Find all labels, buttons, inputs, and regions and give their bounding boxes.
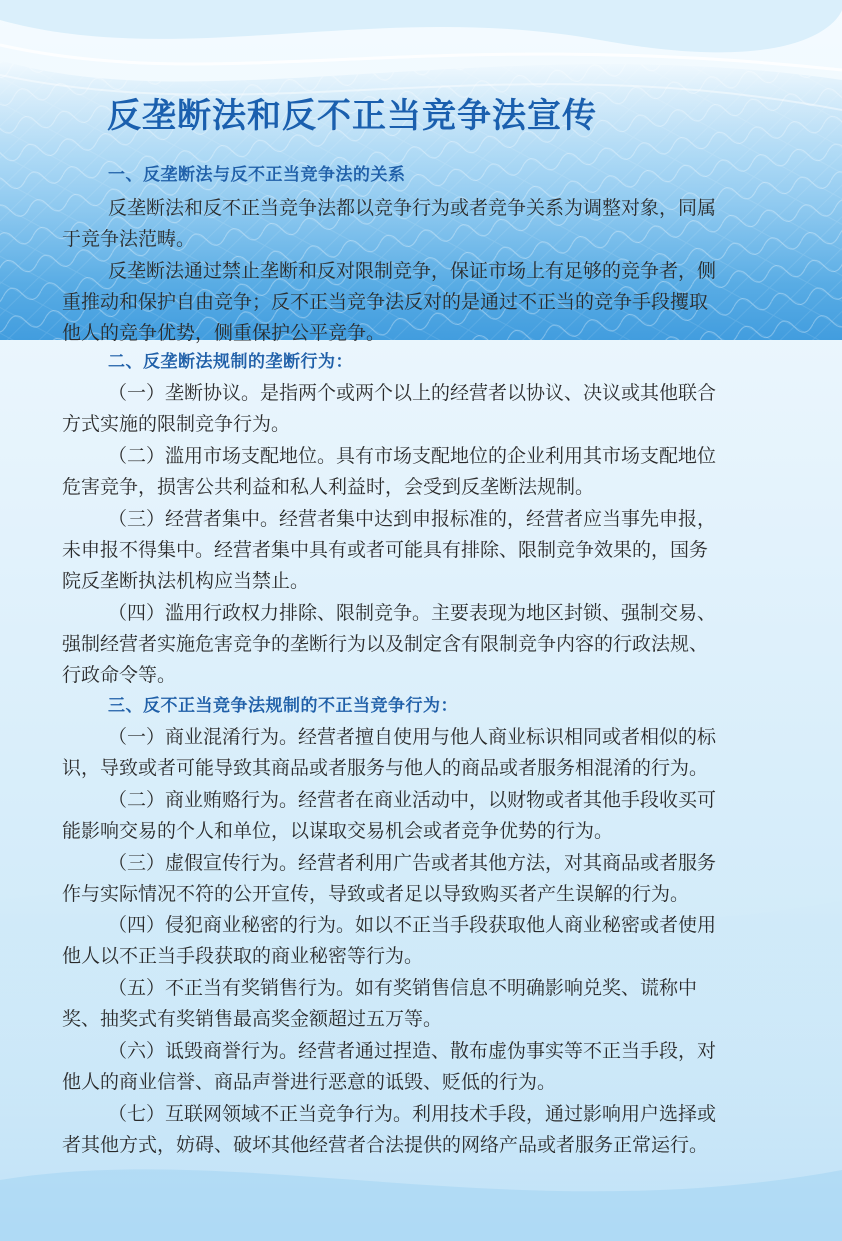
paragraph-line: （二）商业贿赂行为。经营者在商业活动中，以财物或者其他手段收买可 <box>108 789 717 811</box>
paragraph-line: 识，导致或者可能导致其商品或者服务与他人的商品或者服务相混淆的行为。 <box>62 757 709 779</box>
page-title: 反垄断法和反不正当竞争法宣传 <box>107 96 597 136</box>
paragraph-line: （四）滥用行政权力排除、限制竞争。主要表现为地区封锁、强制交易、 <box>108 602 717 624</box>
paragraph-line: （三）经营者集中。经营者集中达到申报标准的，经营者应当事先申报， <box>108 508 717 530</box>
section-3-paragraph-6 <box>62 1036 782 1098</box>
section-2-paragraph-1 <box>62 378 782 440</box>
section-2-paragraph-4 <box>62 598 782 691</box>
paragraph-line: 者其他方式，妨碍、破坏其他经营者合法提供的网络产品或者服务正常运行。 <box>62 1134 709 1156</box>
paragraph-line: 反垄断法通过禁止垄断和反对限制竞争，保证市场上有足够的竞争者，侧 <box>108 260 717 282</box>
paragraph-line: 危害竞争，损害公共利益和私人利益时，会受到反垄断法规制。 <box>62 476 595 498</box>
paragraph-line: （三）虚假宣传行为。经营者利用广告或者其他方法，对其商品或者服务 <box>108 852 717 874</box>
paragraph-line: 他人的商业信誉、商品声誉进行恶意的诋毁、贬低的行为。 <box>62 1071 557 1093</box>
paragraph-line: 作与实际情况不符的公开宣传，导致或者足以导致购买者产生误解的行为。 <box>62 883 690 905</box>
paragraph-line: 于竞争法范畴。 <box>62 228 196 250</box>
paragraph-line: （一）垄断协议。是指两个或两个以上的经营者以协议、决议或其他联合 <box>108 382 717 404</box>
paragraph-line: （一）商业混淆行为。经营者擅自使用与他人商业标识相同或者相似的标 <box>108 726 717 748</box>
section-2-heading: 二、反垄断法规制的垄断行为： <box>108 352 353 372</box>
paragraph-line: 他人的竞争优势，侧重保护公平竞争。 <box>62 322 386 344</box>
section-3-paragraph-7 <box>62 1099 782 1161</box>
section-2-paragraph-2 <box>62 441 782 503</box>
paragraph-line: 院反垄断执法机构应当禁止。 <box>62 570 310 592</box>
paragraph-line: 重推动和保护自由竞争；反不正当竞争法反对的是通过不正当的竞争手段攫取 <box>62 291 709 313</box>
section-3-paragraph-3 <box>62 848 782 910</box>
section-3-paragraph-4 <box>62 910 782 972</box>
section-3-heading: 三、反不正当竞争法规制的不正当竞争行为： <box>108 696 458 716</box>
paragraph-line: （四）侵犯商业秘密的行为。如以不正当手段获取他人商业秘密或者使用 <box>108 914 717 936</box>
section-3-paragraph-2 <box>62 785 782 847</box>
section-3-paragraph-5 <box>62 973 782 1035</box>
paragraph-line: 方式实施的限制竞争行为。 <box>62 413 291 435</box>
paragraph-line: （六）诋毁商誉行为。经营者通过捏造、散布虚伪事实等不正当手段，对 <box>108 1040 717 1062</box>
paragraph-line: 能影响交易的个人和单位，以谋取交易机会或者竞争优势的行为。 <box>62 820 614 842</box>
section-1-heading: 一、反垄断法与反不正当竞争法的关系 <box>108 165 406 185</box>
paragraph-line: （五）不正当有奖销售行为。如有奖销售信息不明确影响兑奖、谎称中 <box>108 977 698 999</box>
section-2-paragraph-3 <box>62 504 782 597</box>
paragraph-line: 他人以不正当手段获取的商业秘密等行为。 <box>62 945 424 967</box>
paragraph-line: 奖、抽奖式有奖销售最高奖金额超过五万等。 <box>62 1008 443 1030</box>
paragraph-line: 强制经营者实施危害竞争的垄断行为以及制定含有限制竞争内容的行政法规、 <box>62 633 709 655</box>
paragraph-line: 未申报不得集中。经营者集中具有或者可能具有排除、限制竞争效果的，国务 <box>62 539 709 561</box>
section-3-paragraph-1 <box>62 722 782 784</box>
section-1-paragraph-1 <box>62 193 782 255</box>
paragraph-line: 行政命令等。 <box>62 664 177 686</box>
paragraph-line: （七）互联网领域不正当竞争行为。利用技术手段，通过影响用户选择或 <box>108 1103 717 1125</box>
paragraph-line: （二）滥用市场支配地位。具有市场支配地位的企业利用其市场支配地位 <box>108 445 717 467</box>
section-1-paragraph-2 <box>62 256 782 349</box>
paragraph-line: 反垄断法和反不正当竞争法都以竞争行为或者竞争关系为调整对象，同属 <box>108 197 717 219</box>
